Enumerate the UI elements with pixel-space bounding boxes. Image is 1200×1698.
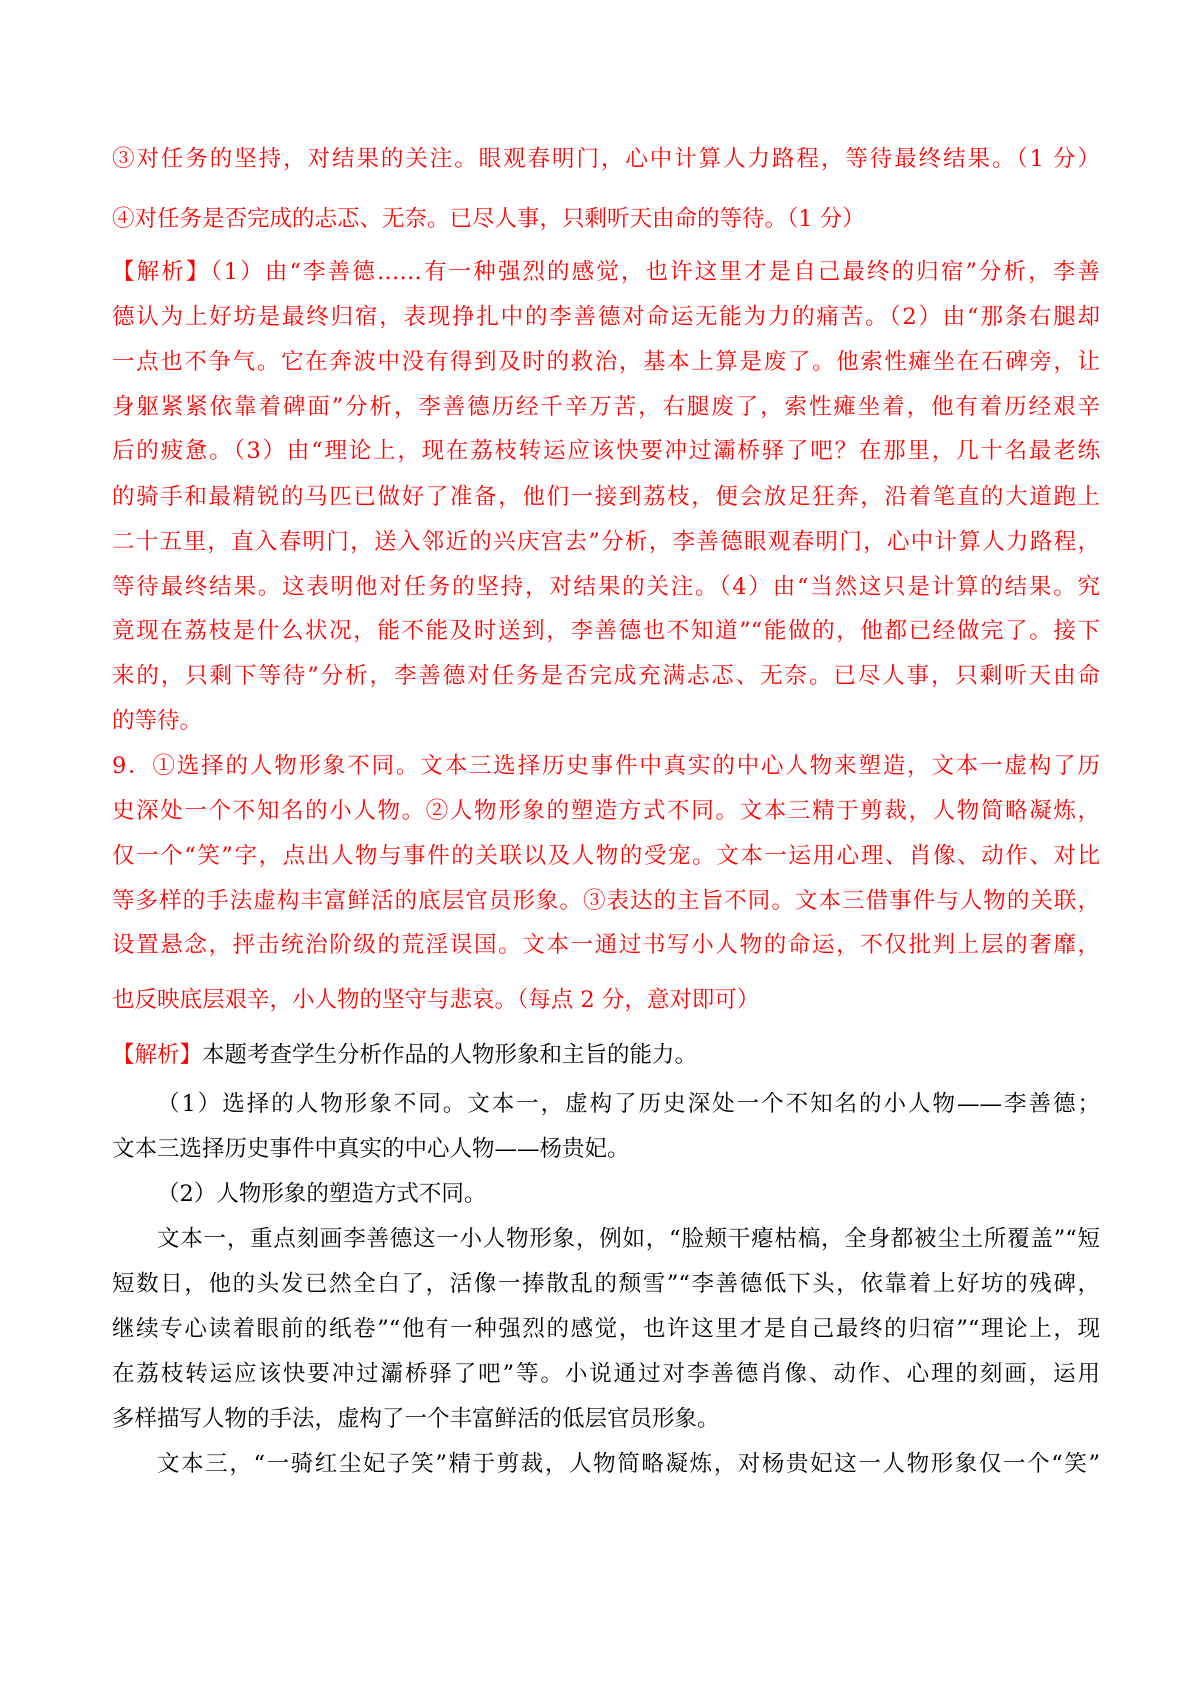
analysis-9-line: 继续专心读着眼前的纸卷”“他有一种强烈的感觉，也许这里才是自己最终的归宿”“理论上，现 — [112, 1316, 1100, 1342]
analysis-8-line: 竟现在荔枝是什么状况，能不能及时送到，李善德也不知道”“能做的，他都已经做完了。接下 — [112, 618, 1100, 644]
analysis-8-line: 德认为上好坊是最终归宿，表现挣扎中的李善德对命运无能为力的痛苦。（2）由“那条右腿却 — [112, 304, 1100, 330]
answer-9-line: 也反映底层艰辛，小人物的坚守与悲哀。（每点 2 分，意对即可） — [112, 987, 760, 1013]
analysis-8-line: 来的，只剩下等待”分析，李善德对任务是否完成充满忐忑、无奈。已尽人事，只剩听天由命 — [112, 663, 1100, 689]
analysis-9-line: 文本一，重点刻画李善德这一小人物形象，例如，“脸颊干瘪枯槁，全身都被尘土所覆盖”“短 — [157, 1226, 1100, 1252]
analysis-9-line: （1）选择的人物形象不同。文本一，虚构了历史深处一个不知名的小人物——李善德； — [157, 1091, 1100, 1117]
analysis-9-intro: 本题考查学生分析作品的人物形象和主旨的能力。 — [202, 1042, 698, 1068]
analysis-8-line: 的骑手和最精锐的马匹已做好了准备，他们一接到荔枝，便会放足狂奔，沿着笔直的大道跑上 — [112, 484, 1100, 510]
answer-8-part-3: ③对任务的坚持，对结果的关注。眼观春明门，心中计算人力路程，等待最终结果。（1 分） — [112, 146, 1100, 172]
analysis-9-line: （2）人物形象的塑造方式不同。 — [157, 1181, 487, 1207]
analysis-9-line: 文本三，“一骑红尘妃子笑”精于剪裁，人物简略凝炼，对杨贵妃这一人物形象仅一个“笑” — [157, 1451, 1100, 1477]
analysis-8-line: 一点也不争气。它在奔波中没有得到及时的救治，基本上算是废了。他索性瘫坐在石碑旁，让 — [112, 349, 1100, 375]
analysis-8-line: 身躯紧紧依靠着碑面”分析，李善德历经千辛万苦，右腿废了，索性瘫坐着，他有着历经艰辛 — [112, 394, 1100, 420]
analysis-8-line: 等待最终结果。这表明他对任务的坚持，对结果的关注。（4）由“当然这只是计算的结果。究 — [112, 574, 1100, 600]
answer-9-line: 9．①选择的人物形象不同。文本三选择历史事件中真实的中心人物来塑造，文本一虚构了历 — [112, 753, 1100, 779]
analysis-8-line: 【解析】（1）由“李善德……有一种强烈的感觉，也许这里才是自己最终的归宿”分析，李善 — [112, 259, 1100, 285]
analysis-9-line: 短数日，他的头发已然全白了，活像一捧散乱的颓雪”“李善德低下头，依靠着上好坊的残碑， — [112, 1271, 1100, 1297]
analysis-9-label: 【解析】 — [112, 1042, 203, 1068]
answer-9-line: 设置悬念，抨击统治阶级的荒淫误国。文本一通过书写小人物的命运，不仅批判上层的奢靡， — [112, 932, 1100, 958]
answer-9-line: 仅一个“笑”字，点出人物与事件的关联以及人物的受宠。文本一运用心理、肖像、动作、对比 — [112, 843, 1100, 869]
analysis-8-line: 后的疲惫。（3）由“理论上，现在荔枝转运应该快要冲过灞桥驿了吧？在那里，几十名最老练 — [112, 438, 1100, 464]
analysis-9-line: 多样描写人物的手法，虚构了一个丰富鲜活的低层官员形象。 — [112, 1406, 720, 1432]
analysis-8-line: 的等待。 — [112, 708, 203, 734]
answer-8-part-4: ④对任务是否完成的忐忑、无奈。已尽人事，只剩听天由命的等待。（1 分） — [112, 206, 865, 232]
answer-9-line: 等多样的手法虚构丰富鲜活的底层官员形象。③表达的主旨不同。文本三借事件与人物的关联， — [112, 888, 1100, 914]
answer-9-line: 史深处一个不知名的小人物。②人物形象的塑造方式不同。文本三精于剪裁，人物简略凝炼， — [112, 798, 1100, 824]
analysis-9-line: 文本三选择历史事件中真实的中心人物——杨贵妃。 — [112, 1136, 630, 1162]
analysis-9-heading — [112, 1044, 1100, 1067]
analysis-8-line: 二十五里，直入春明门，送入邻近的兴庆宫去”分析，李善德眼观春明门，心中计算人力路程， — [112, 529, 1100, 555]
analysis-9-line: 在荔枝转运应该快要冲过灞桥驿了吧”等。小说通过对李善德肖像、动作、心理的刻画，运用 — [112, 1361, 1100, 1387]
